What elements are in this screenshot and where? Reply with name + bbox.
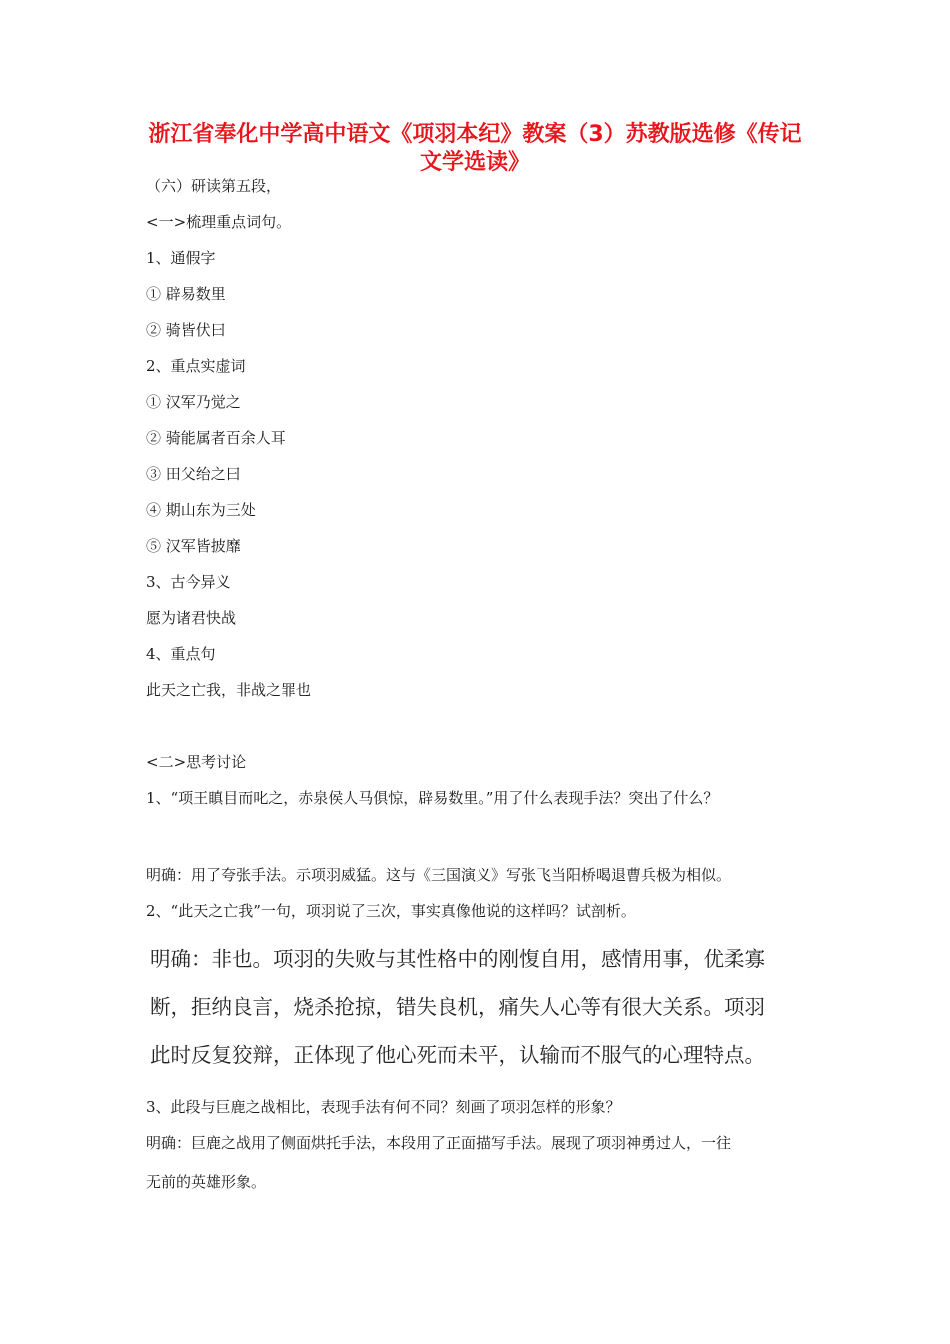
list-item: ④ 期山东为三处 xyxy=(146,501,256,519)
list-item: 愿为诸君快战 xyxy=(146,609,237,627)
list-item: ① 汉军乃觉之 xyxy=(146,393,241,411)
document-title-line-2: 文学选读》 xyxy=(419,150,530,175)
question: 1、“项王瞋目而叱之，赤泉侯人马俱惊，辟易数里。”用了什么表现手法？突出了什么？ xyxy=(146,789,719,807)
list-heading: 4、重点句 xyxy=(146,645,216,663)
list-heading: 1、通假字 xyxy=(146,249,216,267)
subsection-heading: <二>思考讨论 xyxy=(146,753,247,771)
question: 2、“此天之亡我”一句，项羽说了三次，事实真像他说的这样吗？试剖析。 xyxy=(146,902,636,920)
section-heading: （六）研读第五段， xyxy=(146,177,282,195)
question: 3、此段与巨鹿之战相比，表现手法有何不同？刻画了项羽怎样的形象？ xyxy=(146,1098,621,1116)
answer-scanned-line-2: 断，拒纳良言，烧杀抢掠，错失良机，痛失人心等有很大关系。项羽 xyxy=(150,995,765,1019)
list-heading: 3、古今异义 xyxy=(146,573,231,591)
answer-continued: 无前的英雄形象。 xyxy=(146,1173,267,1191)
subsection-heading: <一>梳理重点词句。 xyxy=(146,213,292,231)
answer: 明确：用了夸张手法。示项羽威猛。这与《三国演义》写张飞当阳桥喝退曹兵极为相似。 xyxy=(146,866,732,884)
answer-scanned-line-3: 此时反复狡辩，正体现了他心死而未平，认输而不服气的心理特点。 xyxy=(150,1043,765,1067)
document-title-line-1: 浙江省奉化中学高中语文《项羽本纪》教案（3）苏教版选修《传记 xyxy=(148,122,802,147)
list-item: ② 骑能属者百余人耳 xyxy=(146,429,286,447)
list-item: ⑤ 汉军皆披靡 xyxy=(146,537,241,555)
list-item: ② 骑皆伏曰 xyxy=(146,321,226,339)
list-item: 此天之亡我，非战之罪也 xyxy=(146,681,312,699)
answer: 明确：巨鹿之战用了侧面烘托手法，本段用了正面描写手法。展现了项羽神勇过人，一往 xyxy=(146,1134,732,1152)
answer-scanned-line-1: 明确：非也。项羽的失败与其性格中的刚愎自用，感情用事，优柔寡 xyxy=(150,947,765,971)
list-item: ① 辟易数里 xyxy=(146,285,226,303)
list-item: ③ 田父绐之曰 xyxy=(146,465,241,483)
list-heading: 2、重点实虚词 xyxy=(146,357,246,375)
